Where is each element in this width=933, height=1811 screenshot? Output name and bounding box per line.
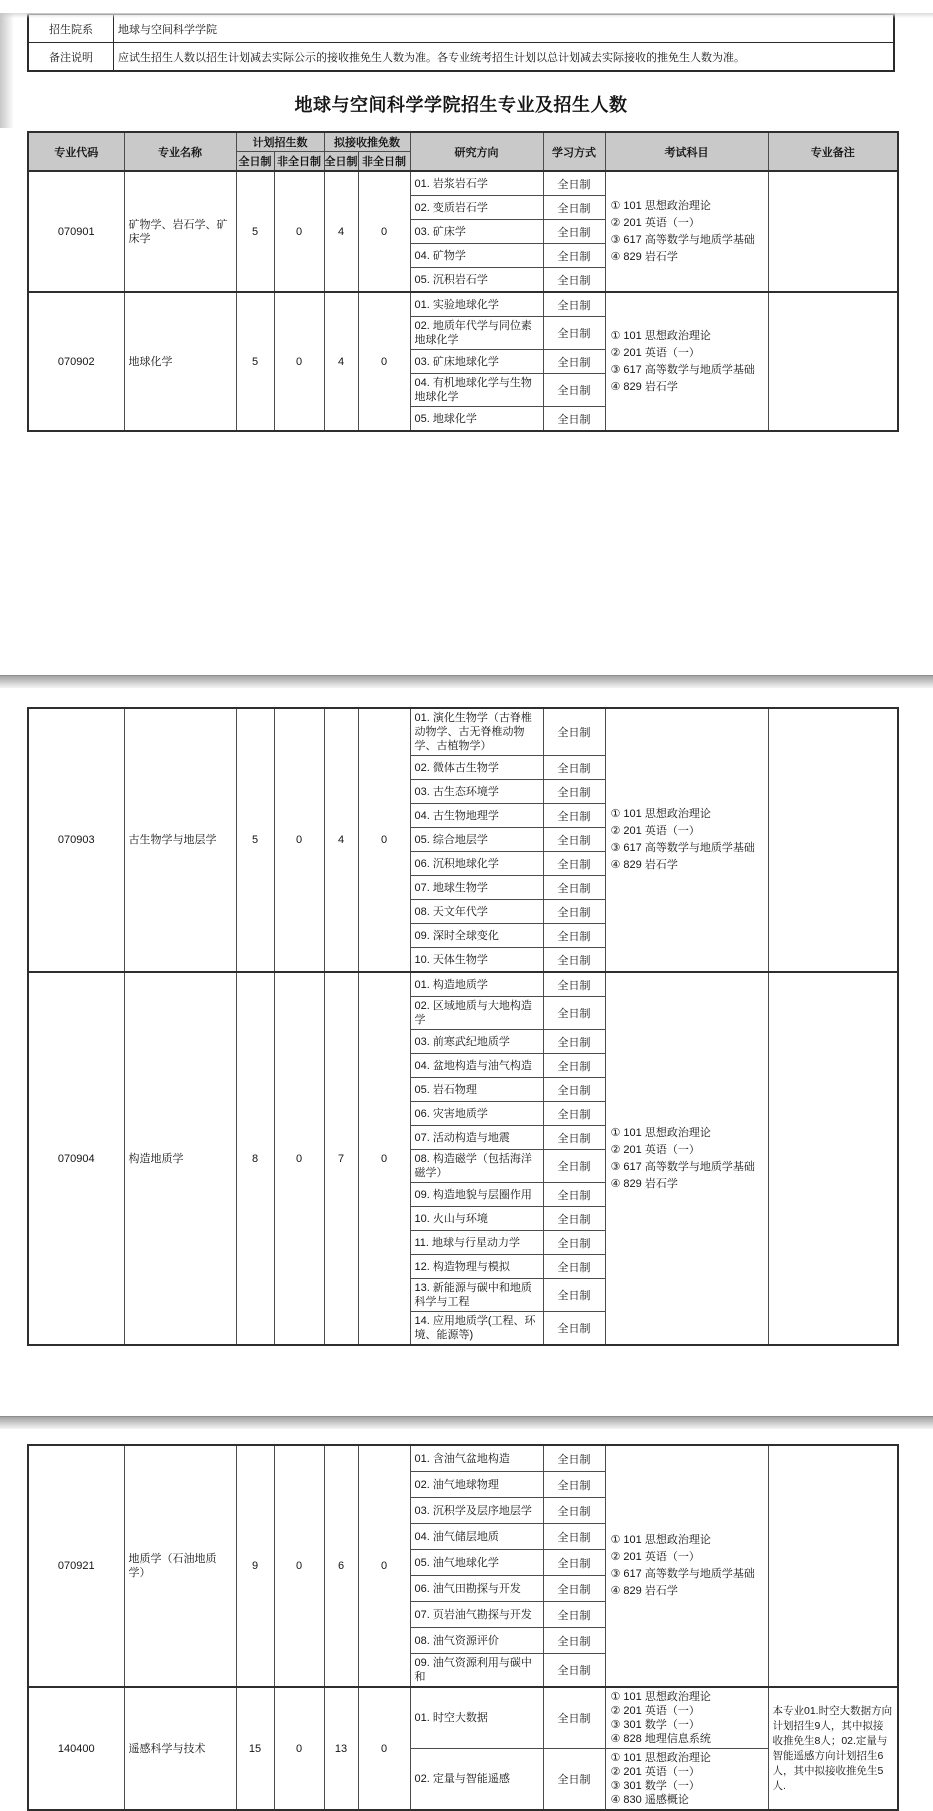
header-col-recommend: 拟接收推免数 — [324, 132, 410, 152]
study-mode: 全日制 — [543, 1445, 605, 1472]
page-top-shadow — [0, 13, 933, 18]
exam-subjects — [605, 1687, 768, 1749]
header-col-plan: 计划招生数 — [236, 132, 324, 152]
study-mode: 全日制 — [543, 407, 605, 432]
research-direction: 10. 天体生物学 — [410, 948, 543, 973]
plan-fulltime-count: 8 — [236, 972, 274, 1345]
exam-subject-line: ④ 829 岩石学 — [610, 380, 678, 393]
research-direction: 10. 火山与环境 — [410, 1207, 543, 1231]
recommend-parttime-count: 0 — [358, 972, 410, 1345]
exam-subjects — [605, 972, 768, 1345]
admissions-table-3 — [27, 1444, 899, 1811]
program-code: 070902 — [28, 292, 124, 431]
study-mode: 全日制 — [543, 1312, 605, 1346]
research-direction: 11. 地球与行星动力学 — [410, 1231, 543, 1255]
header-col-direction: 研究方向 — [410, 132, 543, 171]
study-mode: 全日制 — [543, 1749, 605, 1811]
research-direction: 01. 时空大数据 — [410, 1687, 543, 1749]
page-break-bar-2 — [0, 1416, 933, 1429]
info-row-department — [28, 14, 894, 43]
page-break-bar-1 — [0, 675, 933, 688]
exam-subjects — [605, 708, 768, 972]
research-direction: 02. 变质岩石学 — [410, 196, 543, 220]
exam-subject-line: ④ 829 岩石学 — [610, 250, 678, 263]
header-col-note: 专业备注 — [768, 132, 898, 171]
research-direction: 07. 活动构造与地震 — [410, 1126, 543, 1150]
research-direction: 05. 油气地球化学 — [410, 1550, 543, 1576]
plan-parttime-count: 0 — [274, 708, 324, 972]
research-direction: 01. 演化生物学（古脊椎动物学、古无脊椎动物学、古植物学） — [410, 708, 543, 756]
plan-parttime-count: 0 — [274, 1445, 324, 1687]
research-direction: 06. 灾害地质学 — [410, 1102, 543, 1126]
recommend-parttime-count: 0 — [358, 292, 410, 431]
study-mode: 全日制 — [543, 1524, 605, 1550]
research-direction: 05. 地球化学 — [410, 407, 543, 432]
research-direction: 04. 矿物学 — [410, 244, 543, 268]
exam-subject-line: ① 101 思想政治理论 — [610, 1126, 711, 1139]
exam-subject-line: ④ 829 岩石学 — [610, 859, 678, 871]
exam-subject-line: ② 201 英语（一） — [610, 216, 700, 229]
program-name: 古生物学与地层学 — [124, 708, 236, 972]
research-direction: 05. 综合地层学 — [410, 828, 543, 852]
program-note — [768, 1445, 898, 1687]
recommend-parttime-count: 0 — [358, 171, 410, 292]
research-direction: 13. 新能源与碳中和地质科学与工程 — [410, 1279, 543, 1312]
research-direction: 01. 实验地球化学 — [410, 292, 543, 317]
study-mode: 全日制 — [543, 350, 605, 374]
plan-parttime-count: 0 — [274, 292, 324, 431]
study-mode: 全日制 — [543, 1231, 605, 1255]
study-mode: 全日制 — [543, 1054, 605, 1078]
study-mode: 全日制 — [543, 828, 605, 852]
study-mode: 全日制 — [543, 900, 605, 924]
exam-subject-line: ④ 830 遥感概论 — [610, 1794, 689, 1806]
research-direction: 03. 沉积学及层序地层学 — [410, 1498, 543, 1524]
research-direction: 02. 微体古生物学 — [410, 756, 543, 780]
program-note — [768, 972, 898, 1345]
exam-subject-line: ① 101 思想政治理论 — [610, 199, 711, 212]
plan-fulltime-count: 9 — [236, 1445, 274, 1687]
study-mode: 全日制 — [543, 1576, 605, 1602]
study-mode: 全日制 — [543, 780, 605, 804]
study-mode: 全日制 — [543, 708, 605, 756]
study-mode: 全日制 — [543, 244, 605, 268]
plan-parttime-count: 0 — [274, 1687, 324, 1810]
plan-fulltime-count: 15 — [236, 1687, 274, 1810]
admissions-table-segment-2 — [27, 707, 933, 1346]
admissions-table-segment-3 — [27, 1444, 933, 1811]
study-mode: 全日制 — [543, 220, 605, 244]
research-direction: 03. 矿床地球化学 — [410, 350, 543, 374]
research-direction: 09. 深时全球变化 — [410, 924, 543, 948]
study-mode: 全日制 — [543, 1102, 605, 1126]
header-sub-fulltime: 全日制 — [324, 152, 358, 172]
research-direction: 06. 油气田勘探与开发 — [410, 1576, 543, 1602]
exam-subjects — [605, 1749, 768, 1811]
research-direction: 03. 前寒武纪地质学 — [410, 1030, 543, 1054]
info-value-department: 地球与空间科学学院 — [114, 14, 895, 43]
program-note — [768, 292, 898, 431]
plan-fulltime-count: 5 — [236, 708, 274, 972]
exam-subject-line: ① 101 思想政治理论 — [610, 1691, 711, 1703]
exam-subjects — [605, 171, 768, 292]
study-mode: 全日制 — [543, 924, 605, 948]
admissions-table-1 — [27, 131, 899, 432]
recommend-fulltime-count: 13 — [324, 1687, 358, 1810]
study-mode: 全日制 — [543, 852, 605, 876]
research-direction: 12. 构造物理与模拟 — [410, 1255, 543, 1279]
research-direction: 04. 古生物地理学 — [410, 804, 543, 828]
exam-subject-line: ③ 617 高等数学与地质学基础 — [610, 842, 755, 854]
exam-subject-line: ③ 617 高等数学与地质学基础 — [610, 233, 755, 246]
recommend-parttime-count: 0 — [358, 1445, 410, 1687]
study-mode: 全日制 — [543, 317, 605, 350]
study-mode: 全日制 — [543, 1550, 605, 1576]
header-sub-parttime: 非全日制 — [274, 152, 324, 172]
direction-row — [28, 171, 898, 196]
page-left-shadow — [0, 13, 14, 128]
header-col-code: 专业代码 — [28, 132, 124, 171]
header-col-mode: 学习方式 — [543, 132, 605, 171]
research-direction: 02. 地质年代学与同位素地球化学 — [410, 317, 543, 350]
exam-subjects — [605, 1445, 768, 1687]
study-mode: 全日制 — [543, 948, 605, 973]
research-direction: 01. 构造地质学 — [410, 972, 543, 997]
research-direction: 02. 定量与智能遥感 — [410, 1749, 543, 1811]
exam-subject-line: ② 201 英语（一） — [610, 1143, 700, 1156]
study-mode: 全日制 — [543, 292, 605, 317]
program-code: 070921 — [28, 1445, 124, 1687]
direction-row — [28, 292, 898, 317]
research-direction: 07. 页岩油气勘探与开发 — [410, 1602, 543, 1628]
admissions-table-segment-1 — [27, 131, 933, 432]
table-header — [28, 132, 898, 171]
header-sub-parttime: 非全日制 — [358, 152, 410, 172]
recommend-fulltime-count: 4 — [324, 292, 358, 431]
exam-subject-line: ① 101 思想政治理论 — [610, 1534, 711, 1546]
recommend-fulltime-count: 7 — [324, 972, 358, 1345]
study-mode: 全日制 — [543, 196, 605, 220]
info-label-remarks: 备注说明 — [28, 43, 114, 72]
plan-parttime-count: 0 — [274, 972, 324, 1345]
direction-row — [28, 1687, 898, 1749]
study-mode: 全日制 — [543, 1628, 605, 1654]
program-code: 070901 — [28, 171, 124, 292]
study-mode: 全日制 — [543, 1207, 605, 1231]
research-direction: 01. 含油气盆地构造 — [410, 1445, 543, 1472]
exam-subject-line: ③ 301 数学（一） — [610, 1780, 700, 1792]
study-mode: 全日制 — [543, 1030, 605, 1054]
study-mode: 全日制 — [543, 1078, 605, 1102]
research-direction: 04. 油气储层地质 — [410, 1524, 543, 1550]
exam-subject-line: ③ 617 高等数学与地质学基础 — [610, 1568, 755, 1580]
research-direction: 09. 油气资源利用与碳中和 — [410, 1654, 543, 1688]
recommend-fulltime-count: 4 — [324, 171, 358, 292]
exam-subject-line: ② 201 英语（一） — [610, 1766, 700, 1778]
research-direction: 04. 有机地球化学与生物地球化学 — [410, 374, 543, 407]
program-note — [768, 171, 898, 292]
exam-subject-line: ③ 617 高等数学与地质学基础 — [610, 363, 755, 376]
study-mode: 全日制 — [543, 171, 605, 196]
program-code: 070903 — [28, 708, 124, 972]
plan-fulltime-count: 5 — [236, 171, 274, 292]
header-col-name: 专业名称 — [124, 132, 236, 171]
research-direction: 08. 油气资源评价 — [410, 1628, 543, 1654]
program-name: 地质学（石油地质学） — [124, 1445, 236, 1687]
direction-row — [28, 708, 898, 756]
research-direction: 02. 区域地质与大地构造学 — [410, 997, 543, 1030]
program-note: 本专业01.时空大数据方向计划招生9人，其中拟接收推免生8人；02.定量与智能遥感方向计划招生6人，其中拟接收推免生5人. — [768, 1687, 898, 1810]
exam-subject-line: ① 101 思想政治理论 — [610, 808, 711, 820]
document-page — [0, 13, 933, 1806]
study-mode: 全日制 — [543, 756, 605, 780]
exam-subject-line: ③ 301 数学（一） — [610, 1719, 700, 1731]
research-direction: 03. 古生态环境学 — [410, 780, 543, 804]
research-direction: 06. 沉积地球化学 — [410, 852, 543, 876]
research-direction: 09. 构造地貌与层圈作用 — [410, 1183, 543, 1207]
header-sub-fulltime: 全日制 — [236, 152, 274, 172]
study-mode: 全日制 — [543, 1687, 605, 1749]
program-name: 遥感科学与技术 — [124, 1687, 236, 1810]
exam-subjects — [605, 292, 768, 431]
study-mode: 全日制 — [543, 804, 605, 828]
study-mode: 全日制 — [543, 1472, 605, 1498]
study-mode: 全日制 — [543, 1183, 605, 1207]
exam-subject-line: ② 201 英语（一） — [610, 1551, 700, 1563]
info-table — [27, 13, 895, 72]
exam-subject-line: ② 201 英语（一） — [610, 825, 700, 837]
exam-subject-line: ③ 617 高等数学与地质学基础 — [610, 1160, 755, 1173]
recommend-fulltime-count: 6 — [324, 1445, 358, 1687]
research-direction: 01. 岩浆岩石学 — [410, 171, 543, 196]
study-mode: 全日制 — [543, 374, 605, 407]
admissions-table-2 — [27, 707, 899, 1346]
study-mode: 全日制 — [543, 1255, 605, 1279]
study-mode: 全日制 — [543, 1602, 605, 1628]
research-direction: 08. 构造磁学（包括海洋磁学） — [410, 1150, 543, 1183]
study-mode: 全日制 — [543, 268, 605, 293]
study-mode: 全日制 — [543, 1654, 605, 1688]
program-name: 地球化学 — [124, 292, 236, 431]
exam-subject-line: ④ 828 地理信息系统 — [610, 1733, 711, 1745]
program-name: 矿物学、岩石学、矿床学 — [124, 171, 236, 292]
study-mode: 全日制 — [543, 1126, 605, 1150]
exam-subject-line: ① 101 思想政治理论 — [610, 1752, 711, 1764]
research-direction: 07. 地球生物学 — [410, 876, 543, 900]
page-title: 地球与空间科学学院招生专业及招生人数 — [294, 95, 628, 115]
program-code: 140400 — [28, 1687, 124, 1810]
research-direction: 05. 沉积岩石学 — [410, 268, 543, 293]
info-value-remarks: 应试生招生人数以招生计划减去实际公示的接收推免生人数为准。各专业统考招生计划以总计划减去实际接收的推免生人数为准。 — [114, 43, 895, 72]
study-mode: 全日制 — [543, 876, 605, 900]
recommend-parttime-count: 0 — [358, 1687, 410, 1810]
header-col-exam: 考试科目 — [605, 132, 768, 171]
exam-subject-line: ② 201 英语（一） — [610, 346, 700, 359]
direction-row — [28, 972, 898, 997]
exam-subject-line: ① 101 思想政治理论 — [610, 329, 711, 342]
program-note — [768, 708, 898, 972]
exam-subject-line: ④ 829 岩石学 — [610, 1585, 678, 1597]
program-code: 070904 — [28, 972, 124, 1345]
recommend-parttime-count: 0 — [358, 708, 410, 972]
study-mode: 全日制 — [543, 997, 605, 1030]
recommend-fulltime-count: 4 — [324, 708, 358, 972]
program-name: 构造地质学 — [124, 972, 236, 1345]
study-mode: 全日制 — [543, 1279, 605, 1312]
research-direction: 04. 盆地构造与油气构造 — [410, 1054, 543, 1078]
research-direction: 02. 油气地球物理 — [410, 1472, 543, 1498]
info-row-remarks — [28, 43, 894, 72]
plan-parttime-count: 0 — [274, 171, 324, 292]
info-label-department: 招生院系 — [28, 14, 114, 43]
study-mode: 全日制 — [543, 1498, 605, 1524]
research-direction: 03. 矿床学 — [410, 220, 543, 244]
research-direction: 05. 岩石物理 — [410, 1078, 543, 1102]
direction-row — [28, 1445, 898, 1472]
plan-fulltime-count: 5 — [236, 292, 274, 431]
research-direction: 14. 应用地质学(工程、环境、能源等) — [410, 1312, 543, 1346]
study-mode: 全日制 — [543, 972, 605, 997]
exam-subject-line: ② 201 英语（一） — [610, 1705, 700, 1717]
research-direction: 08. 天文年代学 — [410, 900, 543, 924]
study-mode: 全日制 — [543, 1150, 605, 1183]
exam-subject-line: ④ 829 岩石学 — [610, 1177, 678, 1190]
